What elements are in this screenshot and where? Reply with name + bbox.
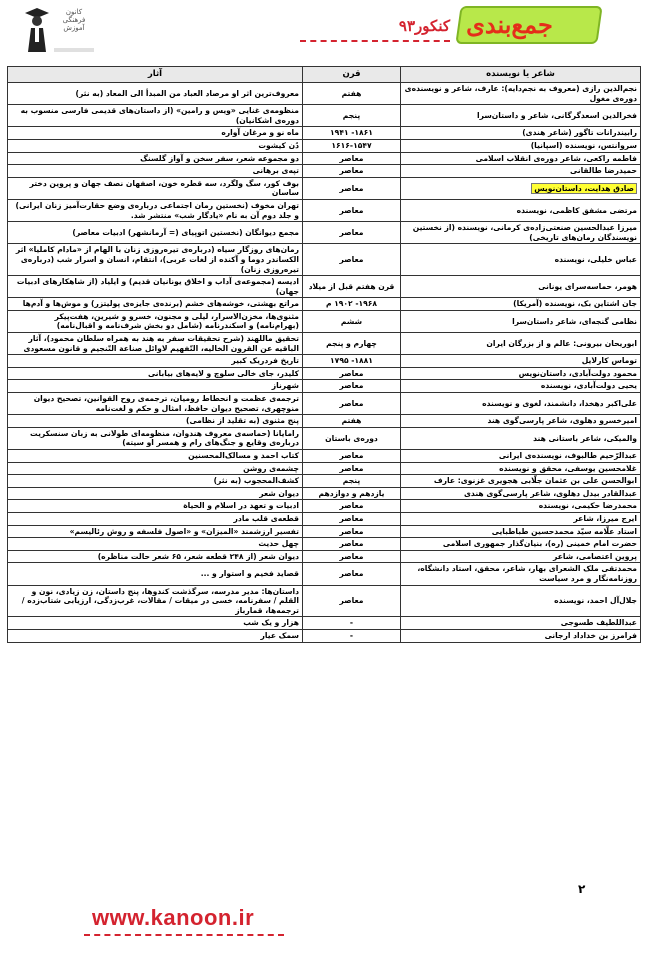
century-cell: معاصر <box>303 462 401 475</box>
kanoon-logo <box>24 4 102 58</box>
header-dashed-line <box>300 40 450 42</box>
poet-name: فخرالدین اسعدگرگانی، شاعر و داستان‌سرا <box>477 110 637 120</box>
poet-name: فاطمه راکعی، شاعر دوره‌ی انقلاب اسلامی <box>475 153 637 163</box>
works-cell: دُن کیشوت <box>8 139 303 152</box>
works-cell: کتاب احمد و مسالک‌المحسنین <box>8 450 303 463</box>
table-row <box>8 380 641 393</box>
table-row <box>8 165 641 178</box>
table-row <box>8 415 641 428</box>
works-cell: سمک عیار <box>8 629 303 642</box>
works-cell: دیوان شعر (از ۲۴۸ قطعه شعر، ۶۵ شعر حالت مناظره) <box>8 550 303 563</box>
logo-bar <box>54 48 94 52</box>
century-cell: چهارم و پنجم <box>303 333 401 355</box>
poet-name: ایرج میرزا، شاعر <box>573 513 637 523</box>
header-works: آثار <box>8 67 303 83</box>
works-cell: کلیدر، جای خالی سلوچ و لایه‌های بیابانی <box>8 367 303 380</box>
century-cell: معاصر <box>303 367 401 380</box>
century-cell: ۱۸۶۱- ۱۹۴۱ <box>303 127 401 140</box>
poet-name: علی‌اکبر دهخدا، دانشمند، لغوی و نویسنده <box>482 398 637 408</box>
poets-table <box>7 66 641 643</box>
jambandi-badge <box>455 6 602 44</box>
table-row <box>8 139 641 152</box>
works-cell: رمان‌های روزگار سیاه (درباره‌ی تیره‌روزی زنان با الهام از «مادام کاملیا» اثر الکساندر دوما و آکنده از لغات عربی)، انتقام، انسان و اسرار شب (درباره‌ی تیره‌روزی زنان) <box>8 244 303 276</box>
poet-cell <box>401 585 641 617</box>
poet-cell <box>401 427 641 449</box>
poet-cell <box>401 393 641 415</box>
table-row <box>8 500 641 513</box>
works-cell: هزار و یک شب <box>8 617 303 630</box>
table-row <box>8 563 641 585</box>
poet-name: مرتضی مشفق کاظمی، نویسنده <box>516 205 637 215</box>
poet-name: رابیندرانات تاگور (شاعر هندی) <box>522 128 637 138</box>
poet-name: عباس خلیلی، نویسنده <box>554 254 637 264</box>
footer-dashed-line <box>84 934 284 936</box>
table-row <box>8 298 641 311</box>
poet-cell <box>401 165 641 178</box>
table-row <box>8 127 641 140</box>
table-row <box>8 475 641 488</box>
poet-name: هومر، حماسه‌سرای یونانی <box>538 281 637 291</box>
header-poet: شاعر یا نویسنده <box>401 67 641 83</box>
poet-name: حضرت امام خمینی (ره)، بنیان‌گذار جمهوری اسلامی <box>442 539 637 549</box>
table-row <box>8 222 641 244</box>
table-row <box>8 427 641 449</box>
century-cell: معاصر <box>303 380 401 393</box>
works-cell: قطعه‌ی قلب مادر <box>8 512 303 525</box>
poet-name: پروین اعتصامی، شاعر <box>553 551 637 561</box>
site-url[interactable]: www.kanoon.ir <box>92 905 255 930</box>
poet-name: فرامرز بن خداداد ارجانی <box>544 630 637 640</box>
century-cell: معاصر <box>303 450 401 463</box>
poet-name: والمیکی، شاعر باستانی هند <box>533 433 637 443</box>
century-cell: ۱۹۶۸- ۱۹۰۲ م <box>303 298 401 311</box>
century-cell: معاصر <box>303 393 401 415</box>
works-cell: منظومه‌ی غنایی «ویس و رامین» (از داستان‌های قدیمی فارسی منسوب به دوره‌ی اشکانیان) <box>8 105 303 127</box>
table-row <box>8 105 641 127</box>
table-row <box>8 617 641 630</box>
poet-cell <box>401 139 641 152</box>
century-cell: معاصر <box>303 177 401 199</box>
poet-name: حمیدرضا طالقانی <box>570 166 637 176</box>
poet-name: محمدتقی ملک الشعرای بهار، شاعر، محقق، استاد دانشگاه، روزنامه‌نگار و مرد سیاست <box>417 564 637 583</box>
century-cell: معاصر <box>303 244 401 276</box>
century-cell: معاصر <box>303 500 401 513</box>
works-cell: چهل حدیث <box>8 538 303 551</box>
works-cell: تحقیق ماللهند (شرح تحقیقات سفر به هند به همراه سلطان محمود)، آثار الباقیه عن القرون الخالیه، التّفهیم لاوائل صناعة التّنجیم و قانون مسعودی <box>8 333 303 355</box>
poet-cell <box>401 83 641 105</box>
century-cell: ۱۶۱۶-۱۵۴۷ <box>303 139 401 152</box>
table-body <box>8 83 641 643</box>
works-cell: ترجمه‌ی عظمت و انحطاط رومیان، ترجمه‌ی روح القوانین، تصحیح دیوان منوچهری، تصحیح دیوان حافظ، امثال و حکم و لغت‌نامه <box>8 393 303 415</box>
century-cell: ششم <box>303 310 401 332</box>
poet-cell <box>401 333 641 355</box>
poet-name: نظامی گنجه‌ای، شاعر داستان‌سرا <box>512 316 637 326</box>
works-cell: قصاید فخیم و استوار و ... <box>8 563 303 585</box>
works-cell: تپه‌ی برهانی <box>8 165 303 178</box>
table-row <box>8 367 641 380</box>
poet-name: یحیی دولت‌آبادی، نویسنده <box>540 381 637 391</box>
poet-name: توماس کارلایل <box>581 356 637 366</box>
century-cell: یازدهم و دوازدهم <box>303 487 401 500</box>
table-row <box>8 450 641 463</box>
poet-name: عبدالقادر بیدل دهلوی، شاعر پارسی‌گوی هندی <box>463 488 637 498</box>
poet-cell <box>401 199 641 221</box>
table-row <box>8 538 641 551</box>
century-cell: معاصر <box>303 222 401 244</box>
works-cell: دو مجموعه شعر، سفر سخن و آواز گلسنگ <box>8 152 303 165</box>
poet-cell <box>401 563 641 585</box>
works-cell: پنج مثنوی (به تقلید از نظامی) <box>8 415 303 428</box>
works-cell: مراتع بهشتی، خوشه‌های خشم (برنده‌ی جایزه‌ی پولیتزر) و موش‌ها و آدم‌ها <box>8 298 303 311</box>
century-cell: هفتم <box>303 415 401 428</box>
logo-text: کانون فرهنگی آموزش <box>62 8 86 32</box>
works-cell: کشف‌المحجوب (به نثر) <box>8 475 303 488</box>
works-cell: تفسیر ارزشمند «المیزان» و «اصول فلسفه و روش رئالیسم» <box>8 525 303 538</box>
page-number: ۲ <box>578 882 586 896</box>
century-cell: معاصر <box>303 525 401 538</box>
poet-name: سروانتس، نویسنده (اسپانیا) <box>530 140 637 150</box>
century-cell: دوره‌ی باستان <box>303 427 401 449</box>
poet-name: محمود دولت‌آبادی، داستان‌نویس <box>518 368 637 378</box>
table-row <box>8 525 641 538</box>
table-row <box>8 333 641 355</box>
poet-cell <box>401 629 641 642</box>
poet-cell <box>401 367 641 380</box>
poet-name: غلامحسین یوسفی، محقق و نویسنده <box>499 463 637 473</box>
poet-name: جلال‌آل احمد، نویسنده <box>554 596 637 606</box>
works-cell: تاریخ فردریک کبیر <box>8 355 303 368</box>
poet-name: ابوریحان بیرونی: عالم و از بزرگان ایران <box>486 338 637 348</box>
badge-title: جمع‌بندی <box>466 10 553 39</box>
table-row <box>8 244 641 276</box>
table-row <box>8 629 641 642</box>
poet-name: محمدرضا حکیمی، نویسنده <box>538 501 637 511</box>
poet-cell <box>401 276 641 298</box>
works-cell: رامایانا (حماسه‌ی معروف هندوان، منظومه‌ای طولانی به زبان سنسکریت درباره‌ی وقایع و جنگ‌های رام و همسر او سیته) <box>8 427 303 449</box>
poet-cell <box>401 450 641 463</box>
poet-name: عبداللطیف طسوجی <box>560 618 637 628</box>
century-cell: معاصر <box>303 563 401 585</box>
poet-cell <box>401 152 641 165</box>
poet-cell <box>401 310 641 332</box>
works-cell: چشمه‌ی روشن <box>8 462 303 475</box>
century-cell: قرن هفتم قبل از میلاد <box>303 276 401 298</box>
century-cell: معاصر <box>303 199 401 221</box>
works-cell: مثنوی‌ها، مخزن‌الاسرار، لیلی و مجنون، خسرو و شیرین، هفت‌پیکر (بهرام‌نامه) و اسکندرنامه (شامل دو بخش شرف‌نامه و اقبال‌نامه) <box>8 310 303 332</box>
century-cell: - <box>303 629 401 642</box>
table-row <box>8 550 641 563</box>
century-cell: پنجم <box>303 105 401 127</box>
works-cell: بوف کور، سگ ولگرد، سه قطره خون، اصفهان نصف جهان و پروین دختر ساسان <box>8 177 303 199</box>
table-row <box>8 355 641 368</box>
poet-cell <box>401 462 641 475</box>
poet-cell <box>401 538 641 551</box>
century-cell: ۱۸۸۱- ۱۷۹۵ <box>303 355 401 368</box>
works-cell: ادبیات و تعهد در اسلام و الحیاة <box>8 500 303 513</box>
table-row <box>8 512 641 525</box>
poet-cell <box>401 105 641 127</box>
poet-cell <box>401 475 641 488</box>
poet-cell <box>401 525 641 538</box>
poet-cell <box>401 550 641 563</box>
table-row <box>8 177 641 199</box>
works-cell: مجمع دیوانگان (نخستین اتوپیای (= آرمانشهر) ادبیات معاصر) <box>8 222 303 244</box>
poet-cell <box>401 500 641 513</box>
konkur-title: کنکور۹۳ <box>398 17 450 35</box>
table-row <box>8 276 641 298</box>
century-cell: معاصر <box>303 550 401 563</box>
table-row <box>8 310 641 332</box>
table-row <box>8 462 641 475</box>
century-cell: هفتم <box>303 83 401 105</box>
poet-name: عبدالرّحیم طالبوف، نویسنده‌ی ایرانی <box>498 451 637 460</box>
table-header-row <box>8 67 641 83</box>
poet-name: استاد علّامه سیّد محمدحسین طباطبایی <box>491 526 637 536</box>
poet-cell <box>401 617 641 630</box>
poet-cell <box>401 244 641 276</box>
table-row <box>8 487 641 500</box>
poet-cell <box>401 355 641 368</box>
works-cell: دیوان شعر <box>8 487 303 500</box>
century-cell: پنجم <box>303 475 401 488</box>
table-row <box>8 152 641 165</box>
works-cell: ماه نو و مرغان آواره <box>8 127 303 140</box>
works-cell: تهران مخوف (نخستین رمان اجتماعی درباره‌ی وضع حقارت‌آمیز زنان ایرانی) و جلد دوم آن به نام «یادگار شب» منتشر شد. <box>8 199 303 221</box>
table-row <box>8 585 641 617</box>
poet-cell <box>401 298 641 311</box>
poet-cell <box>401 222 641 244</box>
poet-name: جان اشتاین بک، نویسنده (آمریکا) <box>513 299 637 309</box>
century-cell: معاصر <box>303 512 401 525</box>
header-century: قرن <box>303 67 401 83</box>
poet-cell <box>401 415 641 428</box>
century-cell: - <box>303 617 401 630</box>
century-cell: معاصر <box>303 585 401 617</box>
page-header <box>0 0 650 62</box>
poet-name: امیرخسرو دهلوی، شاعر پارسی‌گوی هند <box>487 416 637 426</box>
poet-cell <box>401 380 641 393</box>
poet-name: نجم‌الدین رازی (معروف به نجم‌دایه): عارف، شاعر و نویسنده‌ی دوره‌ی مغول <box>404 84 637 103</box>
poet-cell <box>401 177 641 199</box>
table-row <box>8 199 641 221</box>
table-row <box>8 393 641 415</box>
works-cell: معروف‌ترین اثر او مرصاد العباد من المبدأ الی المعاد (به نثر) <box>8 83 303 105</box>
poet-name: ابوالحسن علی بن عثمان جلّابی هجویری غزنوی: عارف <box>433 476 637 486</box>
poet-cell <box>401 487 641 500</box>
poet-cell <box>401 512 641 525</box>
graduate-figure-icon <box>24 6 50 54</box>
works-cell: داستان‌ها: مدیر مدرسه، سرگذشت کندوها، پنج داستان، زن زیادی، نون و القلم / سفرنامه، خسی در میقات / مقالات، غرب‌زدگی، ارزیابی شتاب‌زده / ترجمه‌ها، قمارباز <box>8 585 303 617</box>
century-cell: معاصر <box>303 152 401 165</box>
table-row <box>8 83 641 105</box>
works-cell: ادیسه (مجموعه‌ی آداب و اخلاق یونانیان قدیم) و ایلیاد (از شاهکارهای ادبیات جهان) <box>8 276 303 298</box>
poet-cell <box>401 127 641 140</box>
century-cell: معاصر <box>303 165 401 178</box>
works-cell: شهرناز <box>8 380 303 393</box>
poet-name: میرزا عبدالحسین صنعتی‌زاده‌ی کرمانی، نویسنده (از نخستین نویسندگان رمان‌های تاریخی) <box>412 223 637 242</box>
poet-name: صادق هدایت، داستان‌نویس <box>531 183 637 194</box>
century-cell: معاصر <box>303 538 401 551</box>
